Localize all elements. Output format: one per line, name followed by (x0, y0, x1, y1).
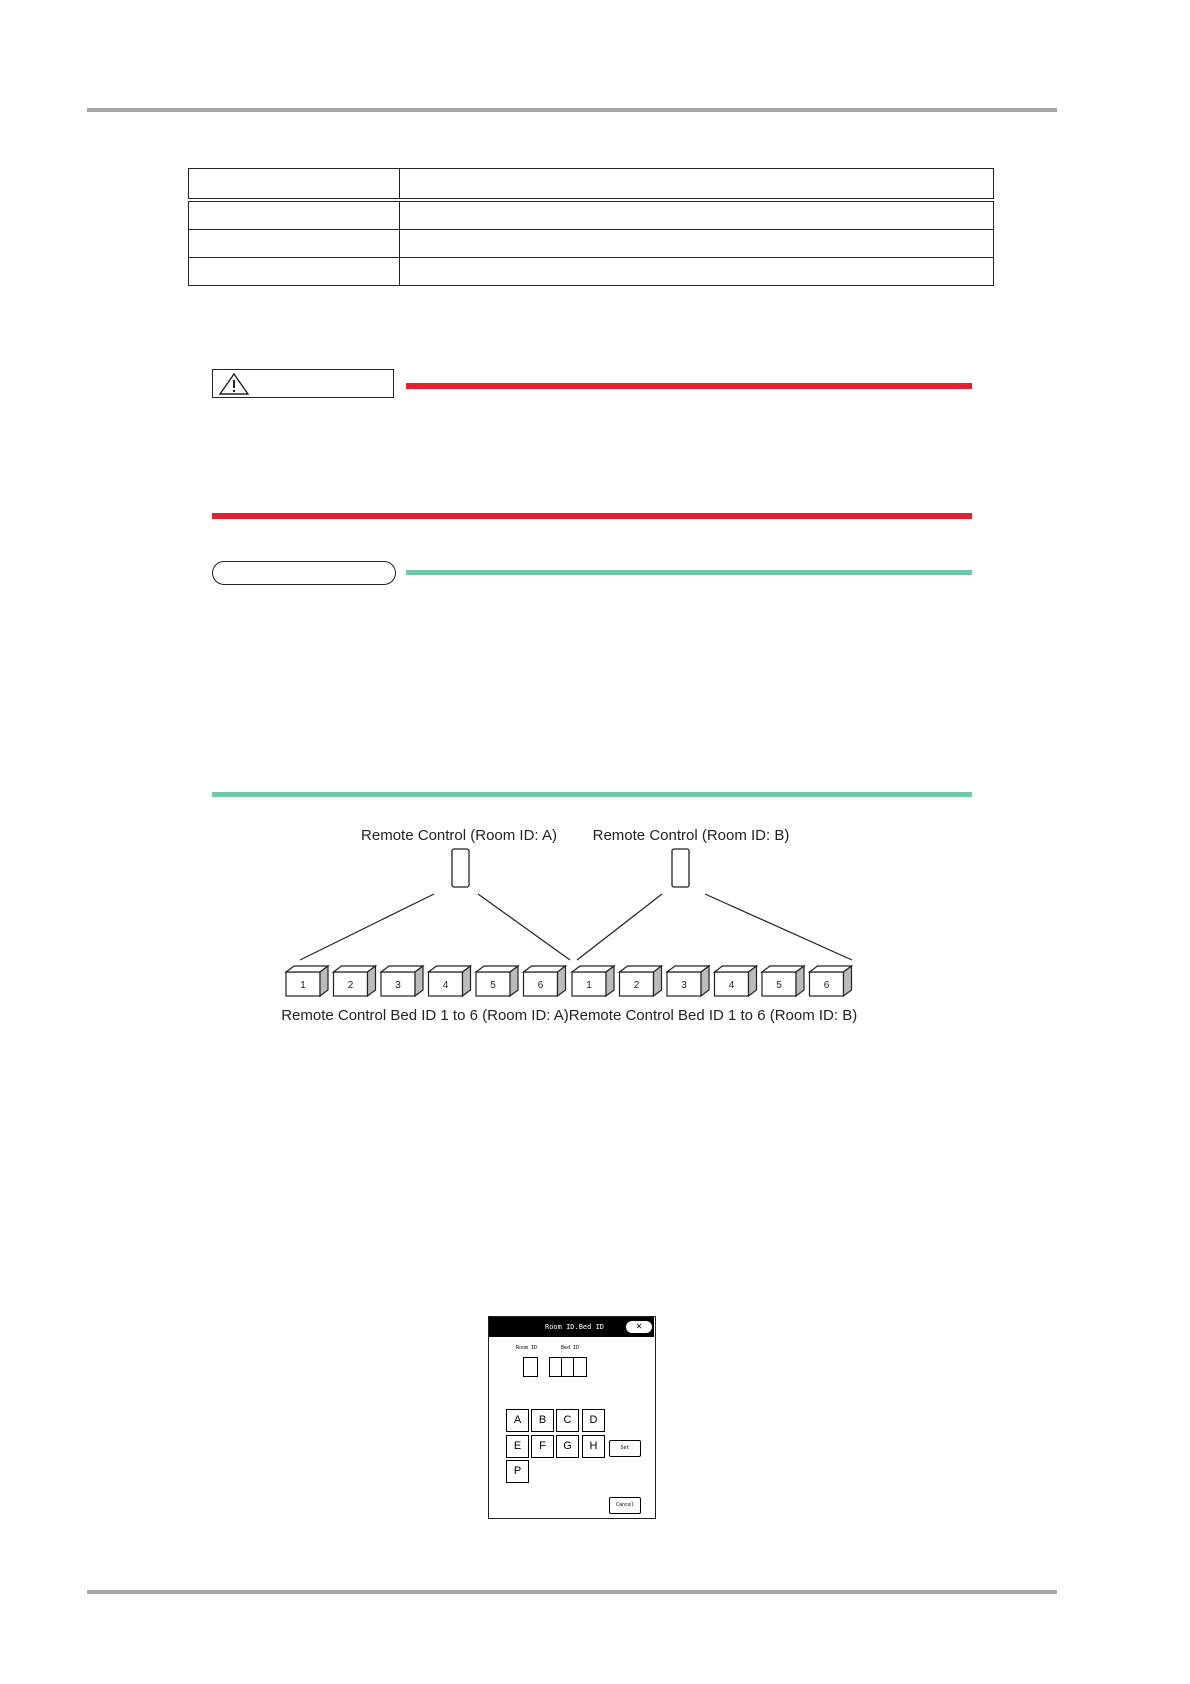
beds-b-caption: Remote Control Bed ID 1 to 6 (Room ID: B) (568, 1007, 858, 1024)
signal-line (577, 894, 662, 960)
bed-number: 1 (300, 980, 306, 991)
bed-side-face (368, 966, 376, 996)
header-rule (87, 108, 1057, 112)
note-bar-bottom (212, 792, 972, 797)
key-a[interactable]: A (506, 1409, 529, 1432)
table-cell (400, 200, 994, 230)
bed-number: 1 (586, 980, 592, 991)
bed-side-face (701, 966, 709, 996)
bed-unit (524, 966, 566, 996)
remote-a-label: Remote Control (Room ID: A) (361, 827, 557, 844)
bed-unit (381, 966, 423, 996)
bed-number: 2 (347, 980, 354, 991)
bed-number: 5 (490, 980, 496, 991)
table-header-row (189, 169, 994, 201)
key-e[interactable]: E (506, 1435, 529, 1458)
room-id-diagram (270, 820, 890, 1050)
bed-unit (429, 966, 471, 996)
table-cell (189, 258, 400, 286)
remote-a-device (452, 849, 469, 887)
bed-unit (286, 966, 328, 996)
signal-line (300, 894, 434, 960)
room-id-label: Room ID (516, 1345, 538, 1351)
bed-number: 6 (823, 980, 830, 991)
bed-side-face (415, 966, 423, 996)
bed-group-room-b (572, 966, 852, 996)
bed-unit (810, 966, 852, 996)
bed-id-digit-3[interactable] (573, 1357, 587, 1377)
bed-number: 4 (728, 980, 735, 991)
bed-unit (476, 966, 518, 996)
caution-label-box (212, 369, 394, 398)
bed-number: 3 (395, 980, 401, 991)
remote-b-device (672, 849, 689, 887)
bed-side-face (606, 966, 614, 996)
set-button[interactable]: Set (609, 1440, 641, 1457)
bed-group-room-a (286, 966, 566, 996)
room-id-field[interactable] (523, 1357, 538, 1377)
bed-side-face (320, 966, 328, 996)
bed-unit (572, 966, 614, 996)
key-c[interactable]: C (556, 1409, 579, 1432)
spec-table (188, 168, 994, 286)
cancel-button[interactable]: Cancel (609, 1497, 641, 1514)
close-icon[interactable]: ✕ (626, 1321, 652, 1333)
key-f[interactable]: F (531, 1435, 554, 1458)
table-row (189, 258, 994, 286)
remote-b-label: Remote Control (Room ID: B) (592, 827, 790, 844)
dialog-title: Room ID.Bed ID (545, 1323, 605, 1331)
signal-line (705, 894, 852, 960)
bed-number: 5 (776, 980, 782, 991)
dialog-titlebar (489, 1317, 654, 1337)
bed-unit (620, 966, 662, 996)
note-bar-top (406, 570, 972, 575)
bed-side-face (796, 966, 804, 996)
key-g[interactable]: G (556, 1435, 579, 1458)
table-cell (189, 230, 400, 258)
bed-number: 3 (681, 980, 687, 991)
caution-bar-bottom (212, 513, 972, 519)
bed-unit (334, 966, 376, 996)
warning-icon (218, 372, 250, 396)
table-cell (400, 230, 994, 258)
bed-side-face (510, 966, 518, 996)
key-h[interactable]: H (582, 1435, 605, 1458)
bed-number: 4 (442, 980, 449, 991)
table-row (189, 230, 994, 258)
bed-number: 2 (633, 980, 640, 991)
bed-side-face (749, 966, 757, 996)
table-cell (189, 200, 400, 230)
key-d[interactable]: D (582, 1409, 605, 1432)
bed-number: 6 (537, 980, 544, 991)
table-row (189, 200, 994, 230)
bed-unit (762, 966, 804, 996)
table-cell (400, 258, 994, 286)
bed-side-face (654, 966, 662, 996)
key-p[interactable]: P (506, 1460, 529, 1483)
bed-side-face (463, 966, 471, 996)
caution-bar-top (406, 383, 972, 389)
bed-unit (715, 966, 757, 996)
room-bed-id-dialog (488, 1316, 656, 1519)
bed-side-face (558, 966, 566, 996)
beds-a-caption: Remote Control Bed ID 1 to 6 (Room ID: A) (281, 1007, 569, 1024)
bed-side-face (844, 966, 852, 996)
key-b[interactable]: B (531, 1409, 554, 1432)
footer-rule (87, 1590, 1057, 1594)
bed-id-label: Bed ID (561, 1345, 580, 1351)
note-label-pill (212, 561, 396, 585)
table-cell (400, 169, 994, 201)
table-cell (189, 169, 400, 201)
signal-line (478, 894, 570, 960)
bed-unit (667, 966, 709, 996)
